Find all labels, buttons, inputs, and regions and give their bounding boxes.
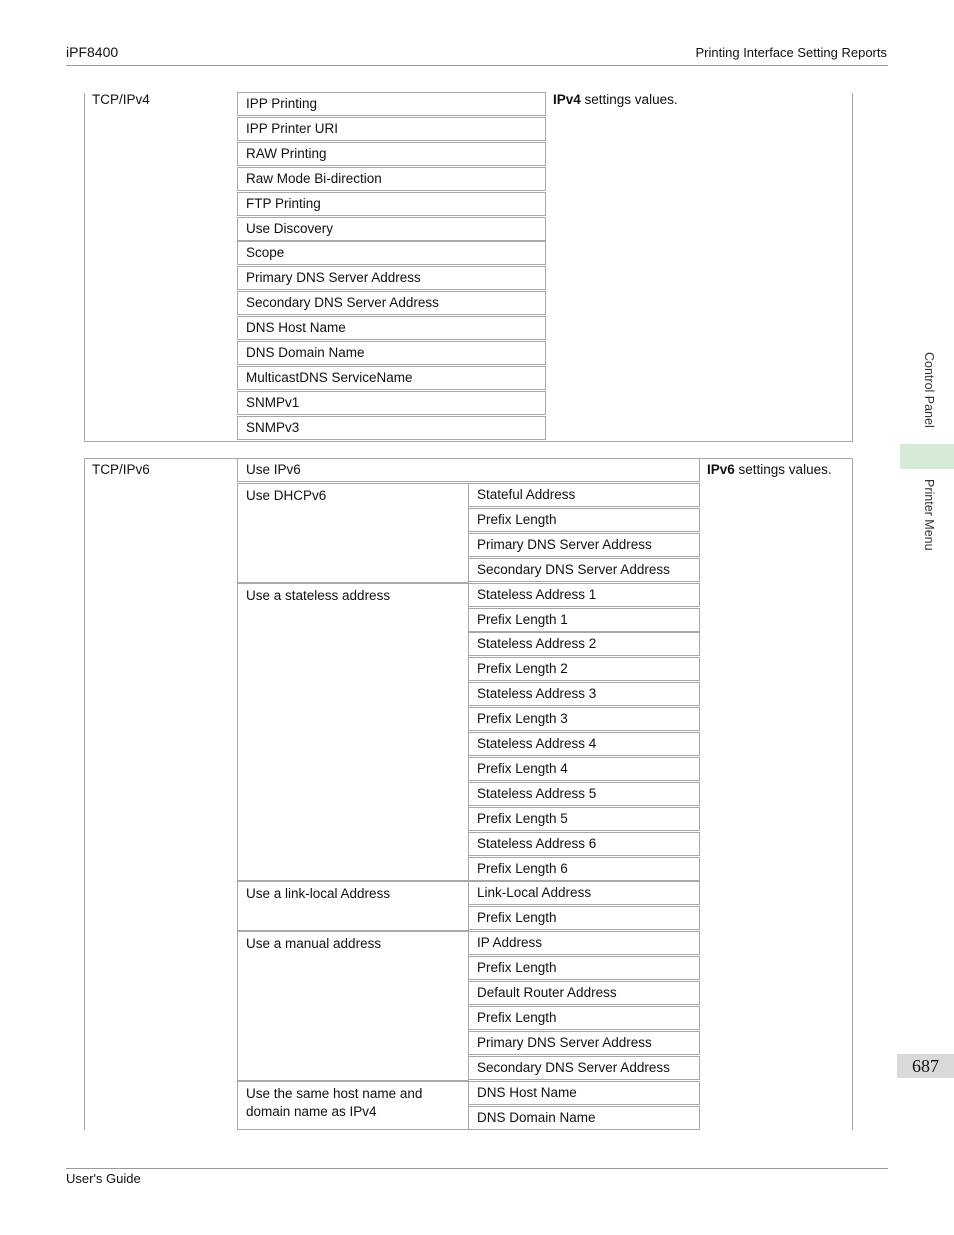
side-tab-printer-menu[interactable]: Printer Menu [922,479,936,551]
footer-guide-title: User's Guide [66,1171,141,1186]
ipv6-group-name: Use a link-local Address [237,881,469,931]
ipv6-group-item: Primary DNS Server Address [468,1031,700,1055]
ipv6-group-name: Use a stateless address [237,583,469,882]
ipv6-group-item: Stateless Address 5 [468,782,700,806]
ipv6-group-item: Stateless Address 3 [468,682,700,706]
ipv4-row-label: TCP/IPv4 [92,92,150,107]
ipv4-item: DNS Domain Name [237,341,546,365]
header-model: iPF8400 [66,44,119,60]
ipv4-bottom-border [84,441,853,442]
ipv6-group-item: Default Router Address [468,981,700,1005]
ipv4-description-text: settings values. [580,92,678,107]
header-divider [66,65,888,66]
ipv6-group-item: Prefix Length [468,906,700,930]
ipv4-left-border [84,93,85,442]
ipv6-group-item: Prefix Length [468,956,700,980]
ipv4-right-border [852,93,853,442]
ipv4-item: SNMPv1 [237,391,546,415]
ipv6-group-item: Prefix Length 6 [468,857,700,881]
ipv4-item: IPP Printing [237,92,546,116]
ipv6-group-item: Prefix Length 1 [468,608,700,632]
ipv6-group-item: Primary DNS Server Address [468,533,700,557]
ipv4-item: Use Discovery [237,217,546,241]
ipv6-group-item: Secondary DNS Server Address [468,1056,700,1080]
ipv6-group-item: Prefix Length 2 [468,657,700,681]
ipv6-group-item: Stateless Address 6 [468,832,700,856]
side-tab-marker [900,444,954,469]
ipv4-item: Secondary DNS Server Address [237,291,546,315]
side-tab-control-panel[interactable]: Control Panel [922,352,936,428]
ipv6-group-item: Prefix Length 4 [468,757,700,781]
ipv4-item: IPP Printer URI [237,117,546,141]
ipv4-item: FTP Printing [237,192,546,216]
ipv6-group-item: IP Address [468,931,700,955]
ipv6-group-item: Stateless Address 4 [468,732,700,756]
ipv6-group-item: Stateless Address 2 [468,632,700,656]
ipv6-group-item: DNS Host Name [468,1081,700,1105]
ipv6-group-item: Stateful Address [468,483,700,507]
ipv4-item: RAW Printing [237,142,546,166]
ipv4-item: DNS Host Name [237,316,546,340]
ipv4-item: Raw Mode Bi-direction [237,167,546,191]
ipv6-group-item: DNS Domain Name [468,1106,700,1130]
ipv6-right-border [852,458,853,1130]
ipv6-group-name: Use DHCPv6 [237,483,469,583]
ipv6-group-item: Prefix Length [468,1006,700,1030]
ipv6-left-border [84,458,85,1130]
footer-divider [66,1168,888,1169]
ipv6-description-text: settings values. [734,462,832,477]
ipv6-group-name: Use the same host name and domain name as IPv4 [237,1081,469,1131]
ipv6-description-bold: IPv6 [707,462,735,477]
header-section-title: Printing Interface Setting Reports [695,45,887,60]
ipv4-item: SNMPv3 [237,416,546,440]
ipv6-group-item: Stateless Address 1 [468,583,700,607]
ipv6-group-item: Link-Local Address [468,881,700,905]
ipv6-top-border [84,458,853,459]
ipv6-group-item: Prefix Length 3 [468,707,700,731]
ipv6-top-item: Use IPv6 [237,458,700,482]
page-number: 687 [912,1056,939,1076]
ipv4-item: Scope [237,241,546,265]
ipv4-item: MulticastDNS ServiceName [237,366,546,390]
ipv6-group-name: Use a manual address [237,931,469,1080]
ipv6-group-item: Prefix Length 5 [468,807,700,831]
ipv6-group-item: Prefix Length [468,508,700,532]
ipv4-description-bold: IPv4 [553,92,581,107]
ipv4-item: Primary DNS Server Address [237,266,546,290]
ipv6-row-label: TCP/IPv6 [92,462,150,477]
ipv6-group-item: Secondary DNS Server Address [468,558,700,582]
ipv4-description [553,92,678,107]
ipv6-description [707,462,832,477]
